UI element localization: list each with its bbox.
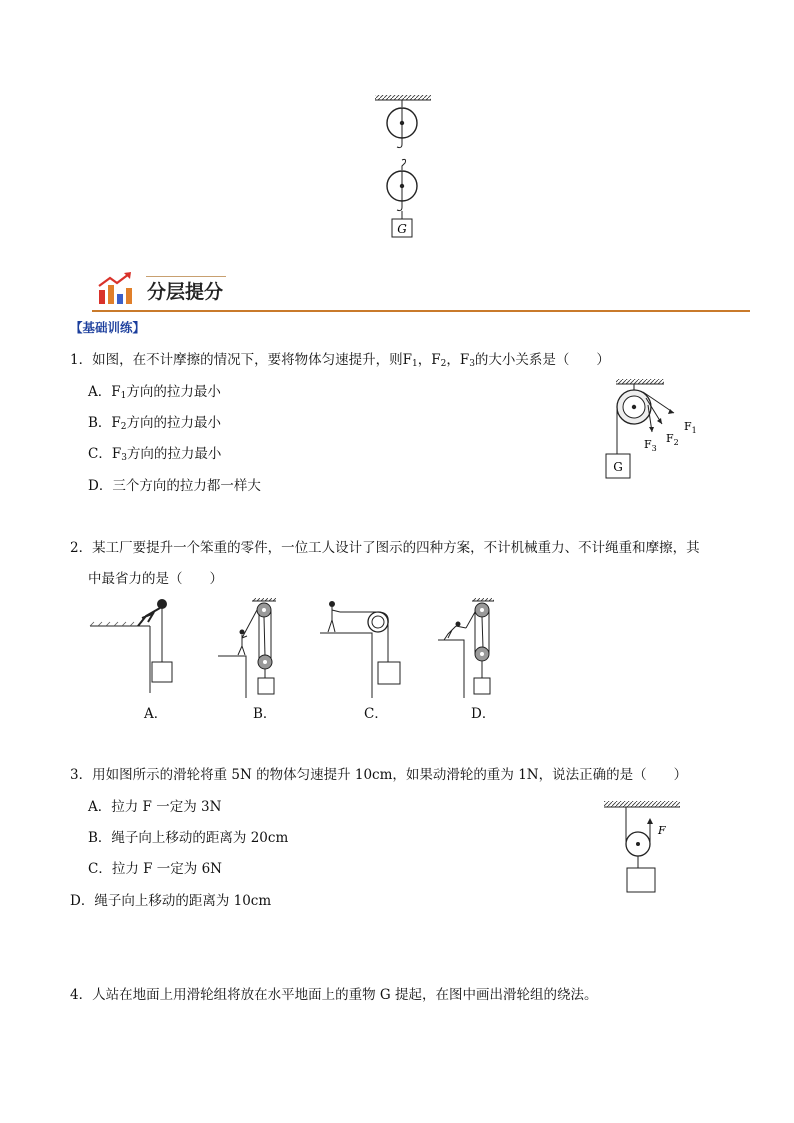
q4-stem: 4．人站在地面上用滑轮组将放在水平地面上的重物 G 提起，在图中画出滑轮组的绕法。 bbox=[70, 987, 598, 1003]
q1-option-d[interactable]: D．三个方向的拉力都一样大 bbox=[88, 478, 261, 494]
top-block-label: G bbox=[397, 222, 407, 236]
q3-option-a[interactable]: A．拉力 F 一定为 3N bbox=[88, 799, 222, 815]
q3-movable-pulley-figure bbox=[600, 798, 684, 898]
q3-option-c[interactable]: C．拉力 F 一定为 6N bbox=[88, 861, 222, 877]
q2-scheme-a-figure bbox=[88, 598, 188, 698]
basic-training-tag: 【基础训练】 bbox=[70, 320, 146, 335]
top-pulley-figure bbox=[372, 90, 434, 242]
q1-block-label: G bbox=[613, 460, 623, 474]
q2-scheme-b-figure bbox=[216, 598, 296, 698]
header-top-line bbox=[146, 276, 226, 277]
section-title: 分层提分 bbox=[147, 281, 224, 303]
q1-f3-label: $F_3$ bbox=[644, 438, 657, 453]
q1-option-c[interactable]: C．$F_3$方向的拉力最小 bbox=[88, 446, 222, 463]
q1-fixed-pulley-figure bbox=[598, 376, 708, 484]
q2-scheme-d-figure bbox=[436, 598, 516, 698]
q2-option-c[interactable]: C． bbox=[364, 706, 388, 722]
q2-stem-line2: 中最省力的是（ ） bbox=[88, 571, 223, 587]
q1-f1-label: $F_1$ bbox=[684, 420, 697, 435]
q3-option-b[interactable]: B．绳子向上移动的距离为 20cm bbox=[88, 830, 289, 846]
q2-option-d[interactable]: D． bbox=[471, 706, 496, 722]
q2-scheme-c-figure bbox=[318, 598, 418, 698]
q1-option-a[interactable]: A．$F_1$方向的拉力最小 bbox=[88, 384, 221, 401]
q2-option-b[interactable]: B． bbox=[253, 706, 277, 722]
q1-option-b[interactable]: B．$F_2$方向的拉力最小 bbox=[88, 415, 222, 432]
q2-stem-line1: 2．某工厂要提升一个笨重的零件，一位工人设计了图示的四种方案，不计机械重力、不计绳重和摩擦，其 bbox=[70, 540, 700, 556]
chart-icon bbox=[96, 270, 136, 308]
section-underline bbox=[92, 310, 750, 312]
q1-stem: 1．如图，在不计摩擦的情况下，要将物体匀速提升，则$F_1$，$F_2$，$F_3$的大小关系是（ ） bbox=[70, 352, 610, 369]
q3-stem: 3．用如图所示的滑轮将重 5N 的物体匀速提升 10cm，如果动滑轮的重为 1N，说法正确的是（ ） bbox=[70, 767, 688, 783]
q2-option-a[interactable]: A． bbox=[144, 706, 168, 722]
q3-force-label: F bbox=[658, 824, 666, 837]
q1-f2-label: $F_2$ bbox=[666, 432, 679, 447]
q3-option-d[interactable]: D．绳子向上移动的距离为 10cm bbox=[70, 893, 272, 909]
